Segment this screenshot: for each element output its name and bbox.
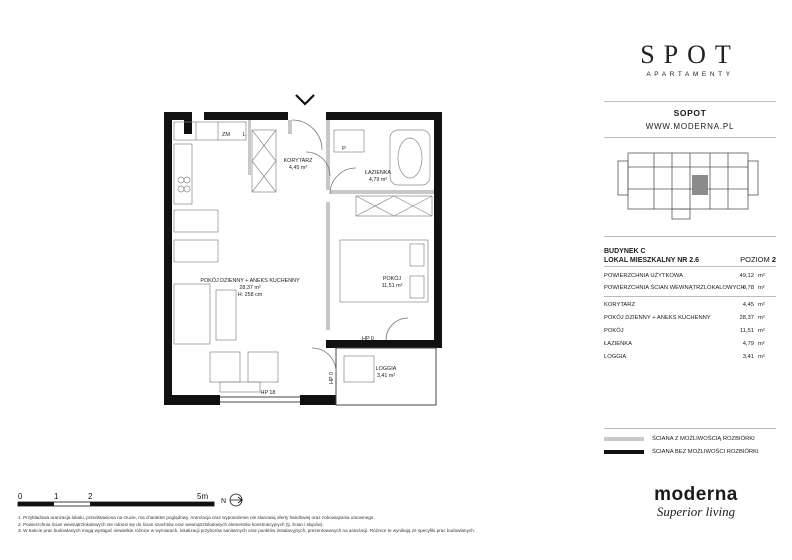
living-height: H: 258 cm (237, 292, 263, 298)
room-name: POKÓJ (382, 276, 402, 282)
label-p: P (342, 146, 346, 152)
room-row (604, 313, 776, 323)
scale-tick-1: 1 (54, 492, 59, 501)
apartment-number: LOKAL MIESZKALNY NR 2.6 (604, 257, 700, 264)
living-name: POKÓJ DZIENNY + ANEKS KUCHENNY (200, 278, 300, 284)
room-row-label: ŁAZIENKA (604, 341, 633, 347)
unit-highlight (692, 175, 708, 195)
summary-value: 0,78 (742, 285, 754, 291)
scale-tick-2: 2 (88, 492, 93, 501)
room-row-unit: m² (758, 315, 765, 321)
summary-unit: m² (758, 285, 765, 291)
hp18-label: HP 18 (260, 390, 276, 396)
room-row-value: 4,45 (742, 302, 754, 308)
bearing-walls (164, 112, 442, 405)
room-row (604, 300, 776, 310)
divider (604, 296, 776, 297)
corridor-name: KORYTARZ (283, 158, 313, 164)
building-key-plan (614, 145, 764, 221)
north-arrow-icon (221, 494, 242, 506)
room-row-value: 28,37 (739, 315, 754, 321)
room-row-unit: m² (758, 341, 765, 347)
city-name: SOPOT (673, 108, 707, 118)
room-row-unit: m² (758, 354, 765, 360)
note-line: 1. Przykładowa aranżacja lokalu, przedstawiona na rzucie, ma charakter poglądowy. Aranżacja oraz wyposażenie nie stanowią oferty handlowej oraz zobowiązania umownego. (18, 515, 375, 520)
divider (604, 428, 776, 429)
divider (604, 137, 776, 138)
summary-label: POWIERZCHNIA UŻYTKOWA (604, 273, 684, 279)
room-row-label: LOGGIA (604, 354, 627, 360)
scale-tick-5: 5m (197, 492, 209, 501)
level-value: 2 (771, 255, 776, 264)
legend-bearing-wall-swatch (604, 450, 644, 454)
room-row-unit: m² (758, 302, 765, 308)
unit-level (706, 255, 776, 264)
divider (604, 236, 776, 237)
room-row-value: 3,41 (742, 354, 754, 360)
moderna-logo (626, 484, 766, 520)
building-name: BUDYNEK C (604, 248, 646, 255)
room-row (604, 326, 776, 336)
floor-plan (160, 90, 450, 410)
room-row-label: POKÓJ DZIENNY + ANEKS KUCHENNY (604, 315, 711, 321)
summary-row (604, 271, 776, 281)
entrance-arrow-icon (296, 95, 314, 104)
loggia-area: 3,41 m² (376, 373, 396, 379)
label-l: L (242, 132, 246, 138)
legend-removable-wall-label: ŚCIANA Z MOŻLIWOŚCIĄ ROZBIÓRKI (652, 436, 755, 442)
room-row-value: 11,51 (739, 328, 754, 334)
brand-subtitle: APARTAMENTY (646, 71, 734, 78)
label-zm: ZM (221, 132, 231, 138)
summary-value: 49,12 (739, 273, 754, 279)
bathroom-name: ŁAZIENKA (364, 170, 392, 176)
bathroom-area: 4,79 m² (368, 177, 388, 183)
hp0-vertical-label: HP 0 (329, 372, 335, 384)
divider (604, 266, 776, 267)
corridor-area: 4,45 m² (288, 165, 308, 171)
hp0-label: HP 0 (362, 336, 374, 342)
legend-bearing-wall-label: ŚCIANA BEZ MOŻLIWOŚCI ROZBIÓRKI (652, 449, 759, 455)
room-row (604, 339, 776, 349)
moderna-name: moderna (654, 484, 738, 505)
website-link[interactable]: WWW.MODERNA.PL (645, 122, 735, 131)
divider (604, 101, 776, 102)
summary-label: POWIERZCHNIA ŚCIAN WEWNĄTRZLOKALOWYCH (604, 285, 745, 291)
disclaimer-notes (18, 515, 598, 535)
spot-logo (600, 40, 780, 78)
summary-unit: m² (758, 273, 765, 279)
loggia-name: LOGGIA (375, 366, 397, 372)
living-area: 28,37 m² (239, 285, 261, 291)
scale-tick-0: 0 (18, 492, 23, 501)
room-row-label: POKÓJ (604, 328, 624, 334)
summary-row (604, 283, 776, 293)
north-label: N (221, 498, 227, 505)
legend-removable-wall-swatch (604, 437, 644, 441)
moderna-tagline: Superior living (656, 504, 736, 519)
note-line: 2. Powierzchnia ścian wewnątrzlokalowych nie odnosi się do ścian szachtów oraz wewnątrzlokalowych elementów konstrukcyjnych (tj. ścian i słupów). (18, 521, 324, 527)
room-row-value: 4,79 (742, 341, 754, 347)
brand-name: SPOT (640, 40, 740, 69)
room-row (604, 352, 776, 362)
note-line: 3. W trakcie prac budowlanych mogą wystąpić niewielkie różnice w wymiarach, lokalizacji przyborów sanitarnych oraz punktów instalacyjnych, prezentowanych na aranżacji. Różnice te wynikają ze specyfiki prac budowlanych. (18, 528, 476, 534)
room-area: 11,51 m² (381, 283, 403, 289)
room-row-unit: m² (758, 328, 765, 334)
room-row-label: KORYTARZ (604, 302, 636, 308)
level-label: POZIOM (740, 255, 770, 264)
scale-bar (14, 490, 254, 510)
